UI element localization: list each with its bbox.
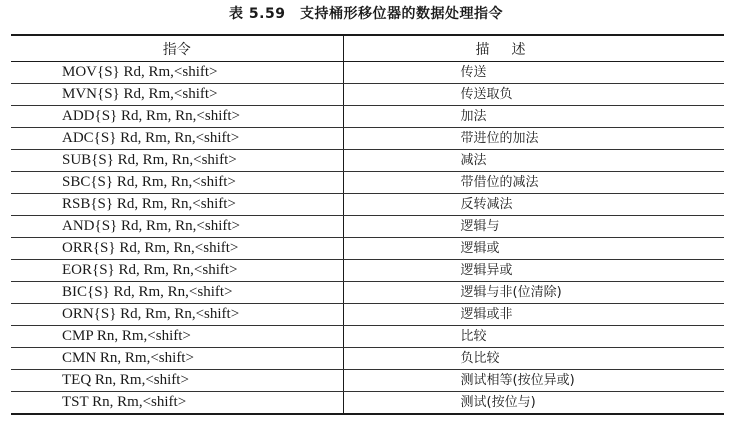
description-cell: 逻辑与非(位清除) — [343, 282, 724, 304]
instruction-cell: EOR{S} Rd, Rm, Rn,<shift> — [11, 260, 343, 282]
header-instruction: 指令 — [11, 35, 343, 62]
table-row — [11, 150, 724, 172]
description-cell: 逻辑异或 — [343, 260, 724, 282]
table-row — [11, 326, 724, 348]
table-row — [11, 282, 724, 304]
table-row — [11, 392, 724, 415]
description-cell: 带借位的减法 — [343, 172, 724, 194]
instruction-cell: CMN Rn, Rm,<shift> — [11, 348, 343, 370]
description-cell: 比较 — [343, 326, 724, 348]
instruction-cell: SUB{S} Rd, Rm, Rn,<shift> — [11, 150, 343, 172]
table-row — [11, 128, 724, 150]
table-row — [11, 348, 724, 370]
instruction-cell: SBC{S} Rd, Rm, Rn,<shift> — [11, 172, 343, 194]
description-cell: 加法 — [343, 106, 724, 128]
instruction-cell: TST Rn, Rm,<shift> — [11, 392, 343, 415]
instruction-cell: TEQ Rn, Rm,<shift> — [11, 370, 343, 392]
header-description: 描述 — [343, 35, 724, 62]
description-cell: 传送取负 — [343, 84, 724, 106]
table-row — [11, 172, 724, 194]
instruction-table — [11, 34, 724, 415]
instruction-cell: ADC{S} Rd, Rm, Rn,<shift> — [11, 128, 343, 150]
instruction-cell: MOV{S} Rd, Rm,<shift> — [11, 62, 343, 84]
instruction-cell: BIC{S} Rd, Rm, Rn,<shift> — [11, 282, 343, 304]
instruction-cell: MVN{S} Rd, Rm,<shift> — [11, 84, 343, 106]
description-cell: 逻辑或 — [343, 238, 724, 260]
description-cell: 测试相等(按位异或) — [343, 370, 724, 392]
description-cell: 传送 — [343, 62, 724, 84]
table-row — [11, 216, 724, 238]
table-row — [11, 62, 724, 84]
table-row — [11, 304, 724, 326]
instruction-cell: ORR{S} Rd, Rm, Rn,<shift> — [11, 238, 343, 260]
instruction-cell: ORN{S} Rd, Rm, Rn,<shift> — [11, 304, 343, 326]
table-row — [11, 260, 724, 282]
instruction-cell: AND{S} Rd, Rm, Rn,<shift> — [11, 216, 343, 238]
table-caption: 表 5.59 支持桶形移位器的数据处理指令 — [229, 6, 503, 22]
table-row — [11, 238, 724, 260]
table-row — [11, 84, 724, 106]
table-row — [11, 370, 724, 392]
table-header-row — [11, 35, 724, 62]
table-row — [11, 194, 724, 216]
description-cell: 反转减法 — [343, 194, 724, 216]
description-cell: 逻辑与 — [343, 216, 724, 238]
table-row — [11, 106, 724, 128]
description-cell: 减法 — [343, 150, 724, 172]
description-cell: 测试(按位与) — [343, 392, 724, 415]
description-cell: 逻辑或非 — [343, 304, 724, 326]
description-cell: 负比较 — [343, 348, 724, 370]
description-cell: 带进位的加法 — [343, 128, 724, 150]
instruction-cell: RSB{S} Rd, Rm, Rn,<shift> — [11, 194, 343, 216]
instruction-cell: ADD{S} Rd, Rm, Rn,<shift> — [11, 106, 343, 128]
instruction-cell: CMP Rn, Rm,<shift> — [11, 326, 343, 348]
